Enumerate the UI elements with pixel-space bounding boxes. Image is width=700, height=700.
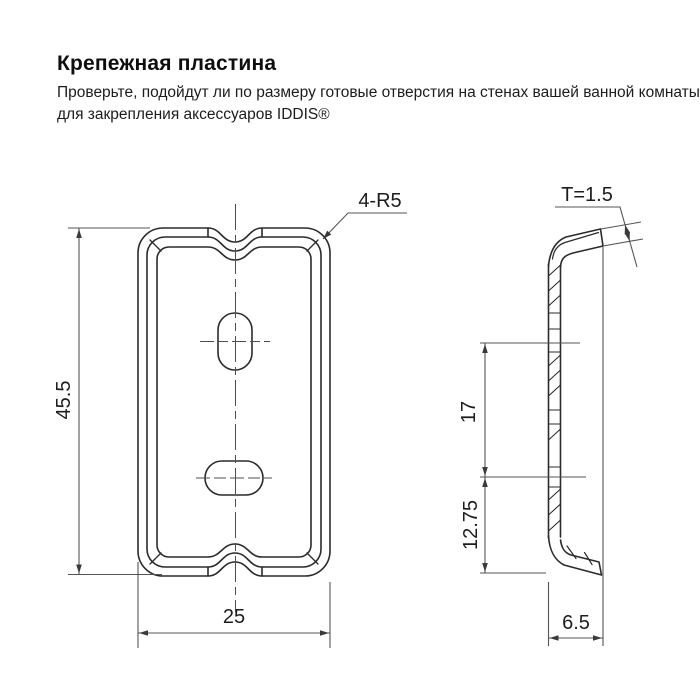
thickness-ext-upper	[601, 222, 641, 229]
thickness-ext-lower	[603, 239, 643, 246]
front-view	[138, 228, 330, 576]
thickness-label: T=1.5	[561, 184, 613, 206]
plate-inner-contour	[157, 247, 311, 557]
description-line-1: Проверьте, подойдут ли по размеру готовые отверстия на стенах вашей ванной комнаты	[57, 84, 700, 101]
corner-radius-label: 4-R5	[358, 190, 402, 212]
hole-spacing-label: 17	[458, 400, 480, 424]
top-flange-crease	[553, 233, 599, 260]
width-dim-label: 25	[222, 606, 246, 628]
side-view-hatching	[549, 265, 561, 531]
bottom-flange	[549, 536, 602, 575]
front-view-centerlines	[196, 204, 272, 612]
radius-leader-line	[323, 213, 407, 239]
height-dim-label: 45.5	[53, 380, 75, 420]
depth-dim-label: 6.5	[562, 612, 590, 634]
wall-segment-lines	[549, 313, 561, 487]
description-line-2: для закрепления аксессуаров IDDIS®	[57, 105, 330, 123]
page-title: Крепежная пластина	[57, 52, 277, 75]
bottom-offset-label: 12.75	[460, 499, 482, 551]
plate-bend-contour	[147, 237, 321, 567]
corner-seam-lines	[150, 240, 318, 564]
front-view-dimensions	[68, 213, 407, 648]
side-view-dimensions	[480, 207, 643, 646]
plate-outer-contour	[138, 228, 330, 576]
